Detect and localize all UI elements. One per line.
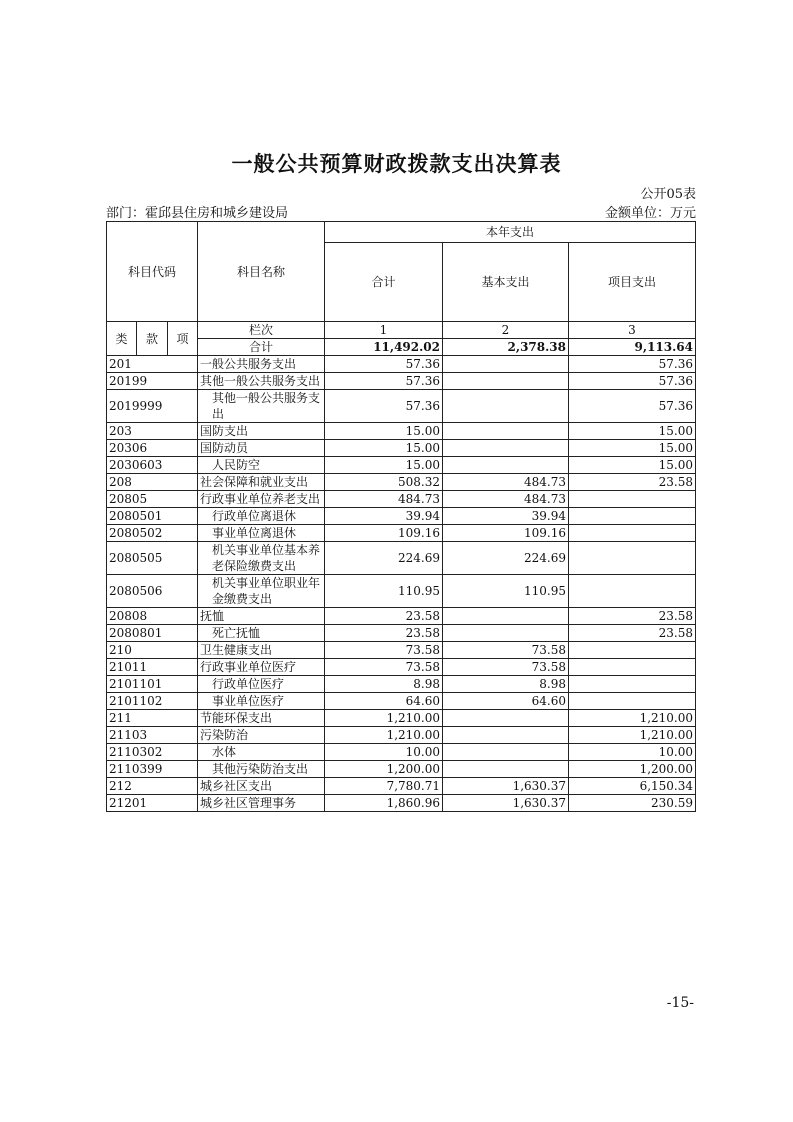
table-row xyxy=(107,525,696,542)
header-lanci: 栏次 xyxy=(198,322,325,339)
header-xiang: 项 xyxy=(168,322,198,356)
row-total: 73.58 xyxy=(325,659,443,676)
page-title: 一般公共预算财政拨款支出决算表 xyxy=(231,151,562,176)
row-total: 8.98 xyxy=(325,676,443,693)
table-row xyxy=(107,625,696,642)
page-number: -15- xyxy=(666,995,694,1011)
row-basic: 1,630.37 xyxy=(443,778,569,795)
row-project: 1,210.00 xyxy=(569,727,696,744)
row-code: 212 xyxy=(107,778,198,795)
table-row xyxy=(107,659,696,676)
table-row xyxy=(107,474,696,491)
row-name: 行政事业单位医疗 xyxy=(198,659,325,676)
unit-label: 金额单位：万元 xyxy=(604,206,696,221)
row-total: 15.00 xyxy=(325,423,443,440)
table-row xyxy=(107,457,696,474)
row-basic xyxy=(443,727,569,744)
row-code: 21103 xyxy=(107,727,198,744)
row-name: 其他一般公共服务支出 xyxy=(198,373,325,390)
row-name: 城乡社区管理事务 xyxy=(198,795,325,812)
row-code: 21011 xyxy=(107,659,198,676)
row-total: 15.00 xyxy=(325,457,443,474)
department-label: 部门：霍邱县住房和城乡建设局 xyxy=(106,206,289,221)
row-total: 7,780.71 xyxy=(325,778,443,795)
row-basic xyxy=(443,457,569,474)
row-name: 污染防治 xyxy=(198,727,325,744)
row-code: 2101101 xyxy=(107,676,198,693)
header-basic: 基本支出 xyxy=(443,243,569,322)
table-row xyxy=(107,676,696,693)
row-name: 其他污染防治支出 xyxy=(198,761,325,778)
table-row xyxy=(107,508,696,525)
expenditure-table xyxy=(106,221,696,812)
row-project xyxy=(569,659,696,676)
row-name: 人民防空 xyxy=(198,457,325,474)
table-row xyxy=(107,440,696,457)
row-basic: 110.95 xyxy=(443,575,569,608)
row-name: 其他一般公共服务支出 xyxy=(198,390,325,423)
row-basic: 1,630.37 xyxy=(443,795,569,812)
row-code: 20805 xyxy=(107,491,198,508)
sum-basic: 2,378.38 xyxy=(443,339,569,356)
table-row xyxy=(107,390,696,423)
row-code: 21201 xyxy=(107,795,198,812)
row-code: 2019999 xyxy=(107,390,198,423)
row-code: 2080505 xyxy=(107,542,198,575)
row-name: 一般公共服务支出 xyxy=(198,356,325,373)
row-basic xyxy=(443,761,569,778)
row-project: 23.58 xyxy=(569,625,696,642)
row-basic: 73.58 xyxy=(443,659,569,676)
row-project: 1,210.00 xyxy=(569,710,696,727)
sum-total: 11,492.02 xyxy=(325,339,443,356)
row-code: 210 xyxy=(107,642,198,659)
row-name: 行政事业单位养老支出 xyxy=(198,491,325,508)
form-number: 公开05表 xyxy=(640,187,696,202)
row-basic: 484.73 xyxy=(443,491,569,508)
row-project: 10.00 xyxy=(569,744,696,761)
row-project xyxy=(569,525,696,542)
row-total: 1,210.00 xyxy=(325,727,443,744)
row-code: 2080506 xyxy=(107,575,198,608)
row-project: 15.00 xyxy=(569,423,696,440)
row-project xyxy=(569,508,696,525)
row-project: 6,150.34 xyxy=(569,778,696,795)
row-total: 508.32 xyxy=(325,474,443,491)
row-project xyxy=(569,491,696,508)
row-total: 484.73 xyxy=(325,491,443,508)
table-row xyxy=(107,744,696,761)
table-row xyxy=(107,373,696,390)
row-basic xyxy=(443,625,569,642)
row-name: 卫生健康支出 xyxy=(198,642,325,659)
row-basic xyxy=(443,390,569,423)
header-lei: 类 xyxy=(107,322,137,356)
table-row xyxy=(107,761,696,778)
row-name: 城乡社区支出 xyxy=(198,778,325,795)
row-total: 110.95 xyxy=(325,575,443,608)
table-row xyxy=(107,423,696,440)
row-name: 事业单位医疗 xyxy=(198,693,325,710)
row-name: 抚恤 xyxy=(198,608,325,625)
row-project xyxy=(569,676,696,693)
row-name: 机关事业单位职业年金缴费支出 xyxy=(198,575,325,608)
table-row xyxy=(107,608,696,625)
table-row xyxy=(107,693,696,710)
row-code: 20808 xyxy=(107,608,198,625)
row-total: 10.00 xyxy=(325,744,443,761)
row-basic xyxy=(443,373,569,390)
row-project xyxy=(569,693,696,710)
row-total: 64.60 xyxy=(325,693,443,710)
header-col3: 3 xyxy=(569,322,696,339)
row-code: 20199 xyxy=(107,373,198,390)
header-kuan: 款 xyxy=(137,322,168,356)
row-code: 201 xyxy=(107,356,198,373)
header-total: 合计 xyxy=(325,243,443,322)
row-project: 57.36 xyxy=(569,373,696,390)
header-col1: 1 xyxy=(325,322,443,339)
header-current-year: 本年支出 xyxy=(325,222,696,243)
row-total: 15.00 xyxy=(325,440,443,457)
row-project: 23.58 xyxy=(569,474,696,491)
table-row xyxy=(107,727,696,744)
row-project: 230.59 xyxy=(569,795,696,812)
row-code: 2110302 xyxy=(107,744,198,761)
table-row xyxy=(107,778,696,795)
row-total: 23.58 xyxy=(325,625,443,642)
row-code: 2030603 xyxy=(107,457,198,474)
row-basic xyxy=(443,423,569,440)
row-total: 23.58 xyxy=(325,608,443,625)
row-code: 211 xyxy=(107,710,198,727)
row-code: 2080502 xyxy=(107,525,198,542)
row-total: 1,210.00 xyxy=(325,710,443,727)
row-code: 2101102 xyxy=(107,693,198,710)
header-code: 科目代码 xyxy=(107,222,198,322)
table-row xyxy=(107,795,696,812)
row-name: 社会保障和就业支出 xyxy=(198,474,325,491)
row-name: 国防动员 xyxy=(198,440,325,457)
sum-project: 9,113.64 xyxy=(569,339,696,356)
row-project: 23.58 xyxy=(569,608,696,625)
header-name: 科目名称 xyxy=(198,222,325,322)
row-name: 死亡抚恤 xyxy=(198,625,325,642)
table-row xyxy=(107,356,696,373)
row-basic: 64.60 xyxy=(443,693,569,710)
row-basic xyxy=(443,608,569,625)
row-project: 1,200.00 xyxy=(569,761,696,778)
row-project: 15.00 xyxy=(569,457,696,474)
row-total: 73.58 xyxy=(325,642,443,659)
row-name: 机关事业单位基本养老保险缴费支出 xyxy=(198,542,325,575)
row-code: 20306 xyxy=(107,440,198,457)
sum-label: 合计 xyxy=(198,339,325,356)
row-total: 1,860.96 xyxy=(325,795,443,812)
row-total: 57.36 xyxy=(325,356,443,373)
row-code: 2080501 xyxy=(107,508,198,525)
row-basic: 39.94 xyxy=(443,508,569,525)
row-project xyxy=(569,542,696,575)
row-code: 2110399 xyxy=(107,761,198,778)
row-basic: 484.73 xyxy=(443,474,569,491)
row-name: 水体 xyxy=(198,744,325,761)
header-col2: 2 xyxy=(443,322,569,339)
row-project xyxy=(569,575,696,608)
row-basic: 109.16 xyxy=(443,525,569,542)
header-project: 项目支出 xyxy=(569,243,696,322)
row-name: 行政单位医疗 xyxy=(198,676,325,693)
row-total: 224.69 xyxy=(325,542,443,575)
row-total: 57.36 xyxy=(325,390,443,423)
row-name: 行政单位离退休 xyxy=(198,508,325,525)
row-basic: 8.98 xyxy=(443,676,569,693)
row-project: 57.36 xyxy=(569,390,696,423)
row-project: 15.00 xyxy=(569,440,696,457)
table-row xyxy=(107,642,696,659)
table-row xyxy=(107,542,696,575)
table-row xyxy=(107,575,696,608)
row-code: 208 xyxy=(107,474,198,491)
row-basic xyxy=(443,440,569,457)
row-basic: 224.69 xyxy=(443,542,569,575)
row-name: 事业单位离退休 xyxy=(198,525,325,542)
row-total: 109.16 xyxy=(325,525,443,542)
row-code: 203 xyxy=(107,423,198,440)
row-total: 39.94 xyxy=(325,508,443,525)
table-row xyxy=(107,491,696,508)
row-basic: 73.58 xyxy=(443,642,569,659)
row-total: 57.36 xyxy=(325,373,443,390)
row-basic xyxy=(443,356,569,373)
row-project: 57.36 xyxy=(569,356,696,373)
table-row xyxy=(107,710,696,727)
row-total: 1,200.00 xyxy=(325,761,443,778)
row-name: 节能环保支出 xyxy=(198,710,325,727)
row-code: 2080801 xyxy=(107,625,198,642)
row-name: 国防支出 xyxy=(198,423,325,440)
row-project xyxy=(569,642,696,659)
row-basic xyxy=(443,710,569,727)
row-basic xyxy=(443,744,569,761)
